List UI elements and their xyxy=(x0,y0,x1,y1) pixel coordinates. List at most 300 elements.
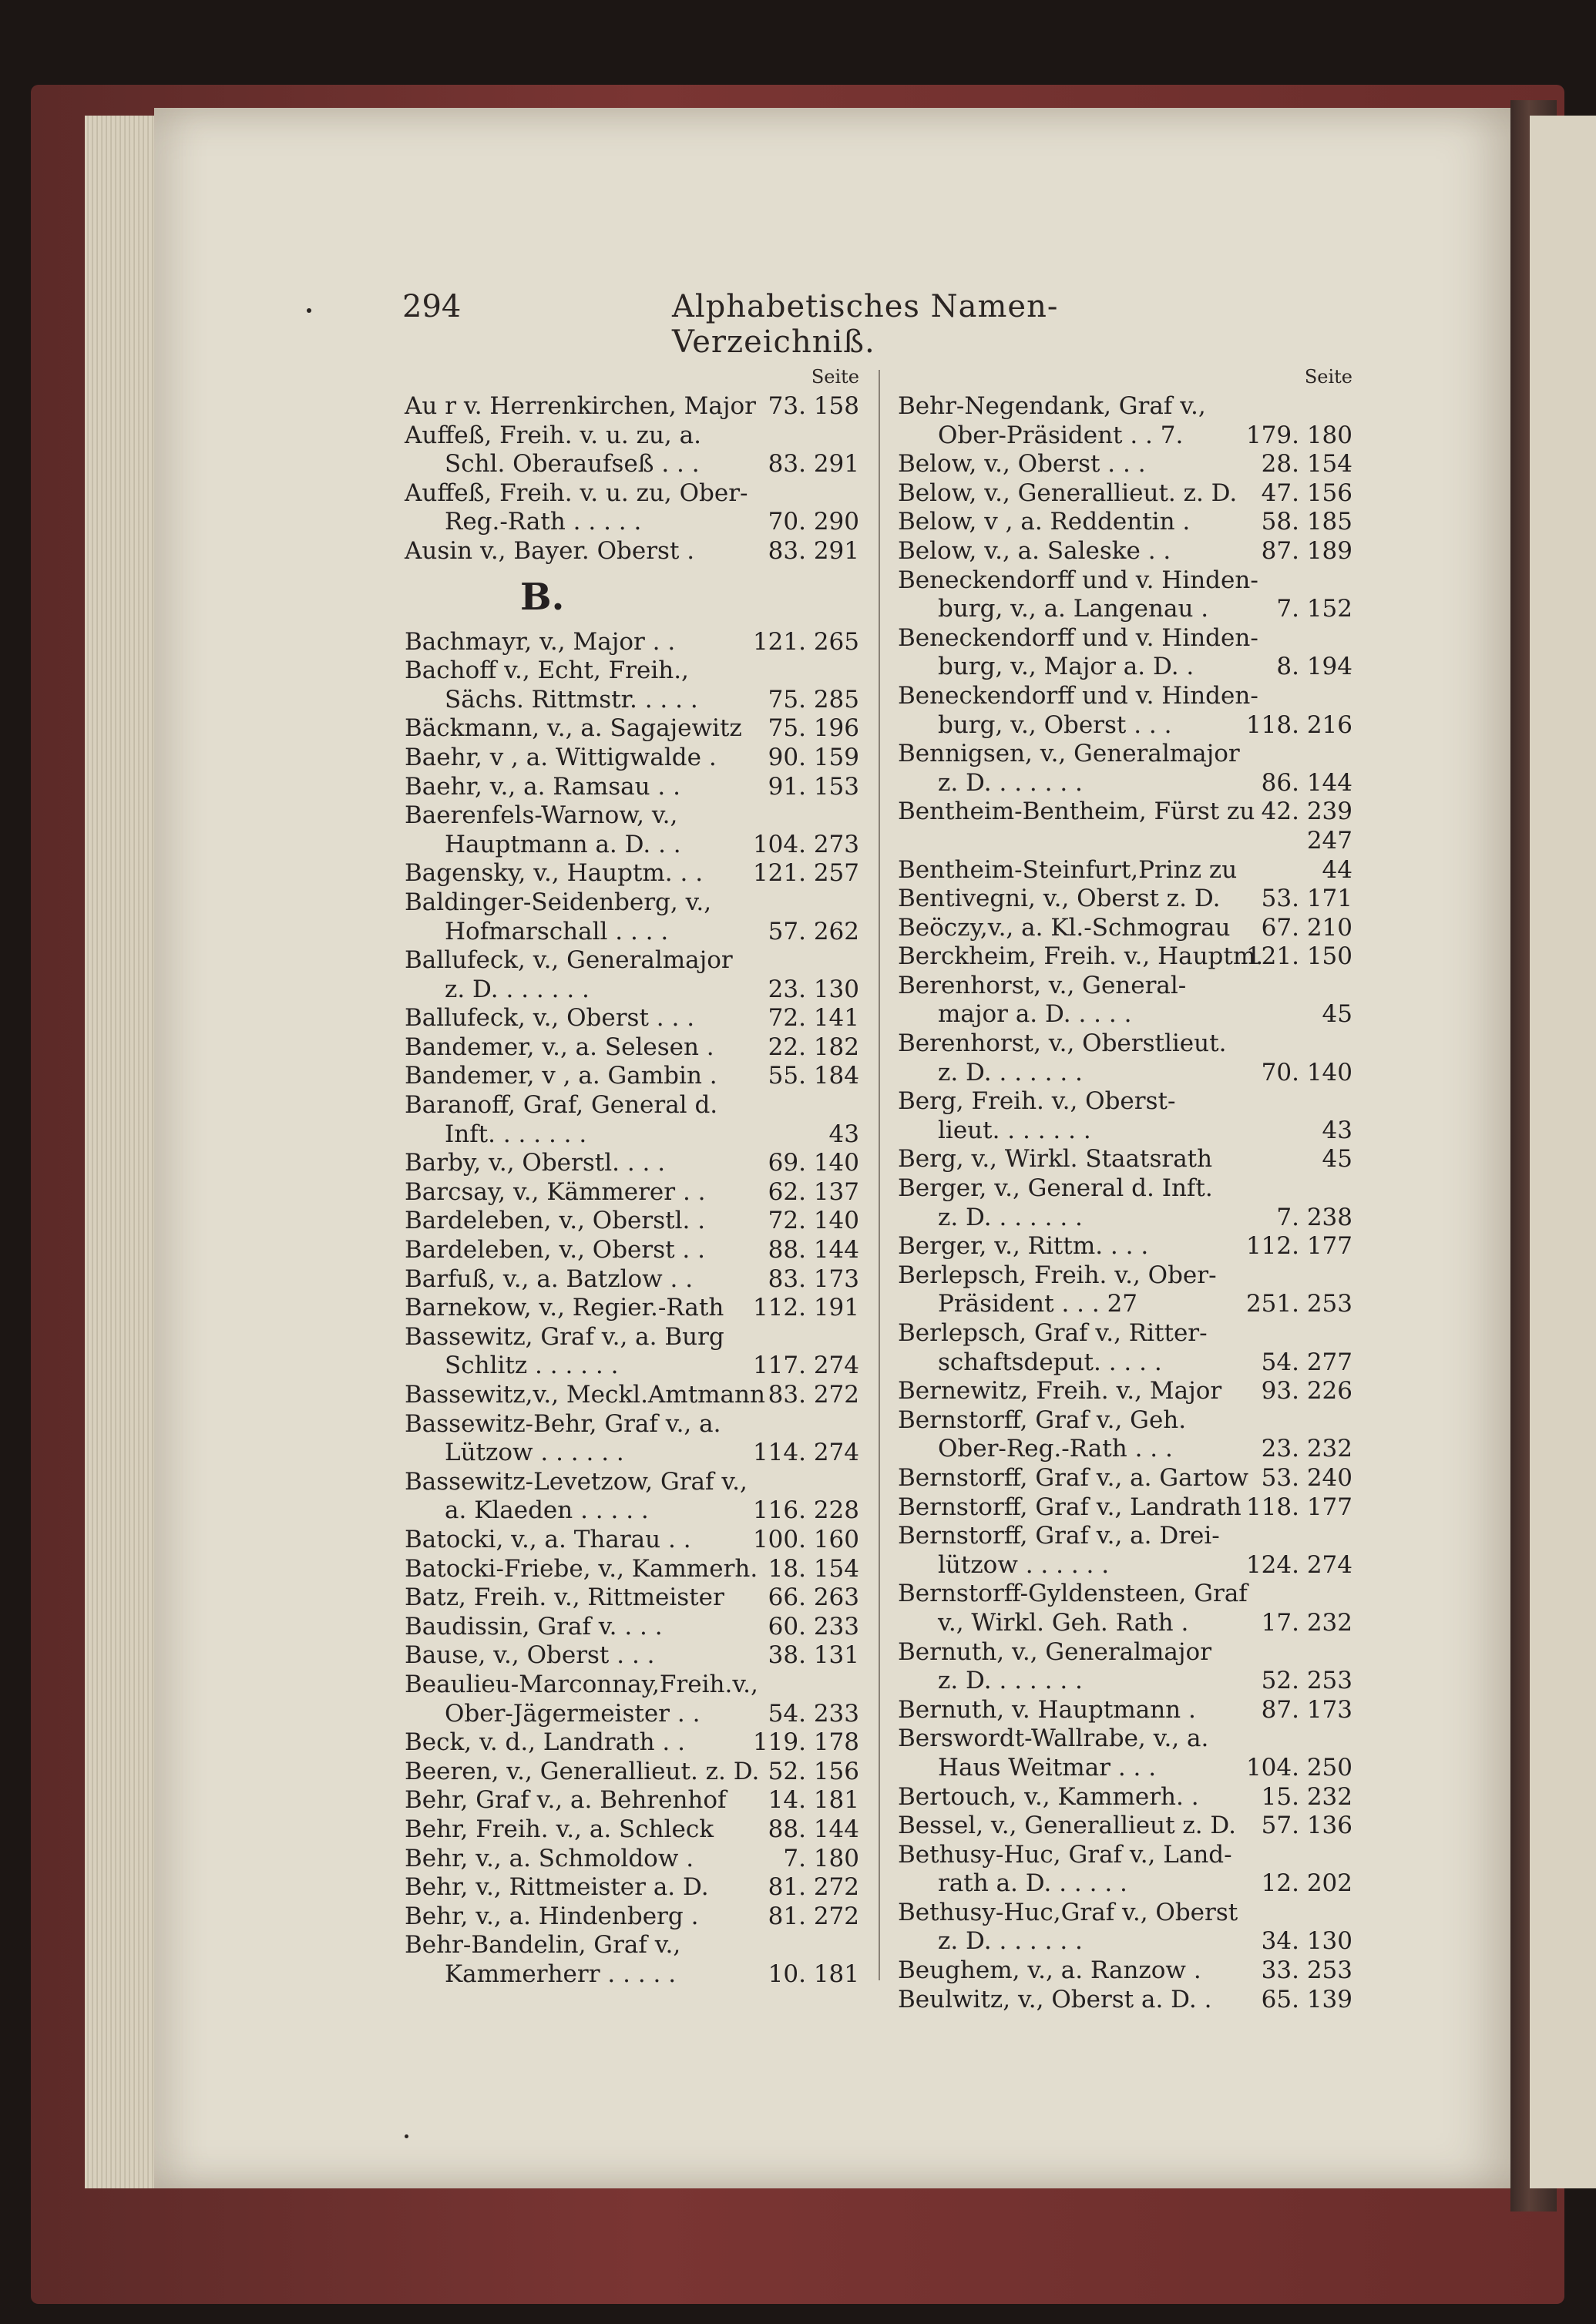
index-entry-line xyxy=(405,479,859,509)
entry-name: Beöczy,v., a. Kl.-Schmograu xyxy=(898,913,1231,942)
entry-page-refs: 93. 226 xyxy=(1261,1377,1352,1405)
entry-name: Behr-Bandelin, Graf v., xyxy=(405,1931,681,1960)
entry-name: Below, v., a. Saleske . . xyxy=(898,536,1171,565)
index-entry-line xyxy=(405,773,859,802)
entry-name: z. D. . . . . . . xyxy=(938,768,1083,797)
index-entry-line xyxy=(898,798,1352,827)
index-entry-line xyxy=(405,1671,859,1700)
index-entry-line xyxy=(405,450,859,479)
index-entry-line xyxy=(898,1145,1352,1174)
entry-name: Bardeleben, v., Oberstl. . xyxy=(405,1207,706,1235)
entry-name: Bentivegni, v., Oberst z. D. xyxy=(898,885,1221,913)
index-entry-line xyxy=(898,450,1352,479)
index-entry-line xyxy=(898,1812,1352,1841)
entry-page-refs: 75. 285 xyxy=(768,685,859,714)
entry-name: lieut. . . . . . . xyxy=(938,1116,1091,1144)
entry-name: Beaulieu-Marconnay,Freih.v., xyxy=(405,1670,758,1698)
index-entry-line xyxy=(898,1000,1352,1029)
entry-page-refs: 114. 274 xyxy=(752,1439,859,1467)
entry-page-refs: 112. 191 xyxy=(752,1294,859,1322)
entry-name: Bäckmann, v., a. Sagajewitz xyxy=(405,714,742,743)
entry-page-refs: 69. 140 xyxy=(768,1149,859,1177)
index-column-left xyxy=(405,366,859,1989)
entry-name: Inft. . . . . . . xyxy=(445,1120,587,1148)
entry-page-refs: 88. 144 xyxy=(768,1236,859,1264)
entry-name: Bandemer, v , a. Gambin . xyxy=(405,1062,717,1090)
index-entry-line xyxy=(898,1406,1352,1436)
entry-page-refs: 38. 131 xyxy=(768,1641,859,1670)
index-entry-line xyxy=(898,1927,1352,1956)
entry-name: Bachmayr, v., Major . . xyxy=(405,627,676,656)
entry-name: Bentheim-Steinfurt,Prinz zu xyxy=(898,855,1238,884)
entry-name: Bethusy-Huc, Graf v., Land- xyxy=(898,1840,1232,1869)
entry-name: z. D. . . . . . . xyxy=(938,1667,1083,1695)
index-entry-line xyxy=(898,421,1352,451)
entry-page-refs: 100. 160 xyxy=(752,1525,859,1553)
index-entry-line xyxy=(898,1551,1352,1580)
index-entry-line xyxy=(405,1207,859,1236)
entry-name: Bernstorff, Graf v., Geh. xyxy=(898,1405,1187,1434)
index-entry-line xyxy=(405,1352,859,1381)
entry-name: Below, v., Oberst . . . xyxy=(898,450,1146,479)
entry-page-refs: 83. 173 xyxy=(768,1264,859,1293)
entry-name: Bachoff v., Echt, Freih., xyxy=(405,657,689,685)
entry-name: Bethusy-Huc,Graf v., Oberst xyxy=(898,1898,1238,1926)
entry-name: Berger, v., Rittm. . . . xyxy=(898,1232,1149,1261)
entry-name: Below, v , a. Reddentin . xyxy=(898,508,1191,536)
entry-page-refs: 8. 194 xyxy=(1276,653,1352,681)
entry-name: Berswordt-Wallrabe, v., a. xyxy=(898,1725,1209,1753)
index-entry-line xyxy=(405,1613,859,1642)
index-entry-line xyxy=(405,1149,859,1178)
index-entry-line xyxy=(898,942,1352,972)
index-entry-line xyxy=(898,914,1352,943)
entry-name: Barnekow, v., Regier.-Rath xyxy=(405,1294,724,1322)
entry-name: Auffeß, Freih. v. u. zu, a. xyxy=(405,421,701,449)
entry-name: Behr, v., Rittmeister a. D. xyxy=(405,1873,709,1902)
entry-name: Auffeß, Freih. v. u. zu, Ober- xyxy=(405,479,748,507)
entry-page-refs: 121. 265 xyxy=(752,627,859,656)
entry-name: Bause, v., Oberst . . . xyxy=(405,1641,655,1670)
index-entry-line xyxy=(405,1641,859,1671)
index-entry-line xyxy=(405,1931,859,1960)
entry-page-refs: 90. 159 xyxy=(768,743,859,771)
index-entry-line xyxy=(898,508,1352,537)
entry-name: v., Wirkl. Geh. Rath . xyxy=(938,1608,1189,1637)
index-entry-line xyxy=(898,1580,1352,1609)
entry-page-refs: 55. 184 xyxy=(768,1062,859,1090)
entry-name: Bernstorff, Graf v., a. Drei- xyxy=(898,1522,1220,1550)
index-entry-line xyxy=(898,1348,1352,1378)
entry-name: Schlitz . . . . . . xyxy=(445,1352,619,1380)
index-entry-line xyxy=(405,1265,859,1295)
index-entry-line xyxy=(405,918,859,947)
index-entry-line xyxy=(898,1493,1352,1523)
entry-name: Baehr, v., a. Ramsau . . xyxy=(405,772,680,801)
index-entry-line xyxy=(405,657,859,686)
index-entry-line xyxy=(405,1468,859,1497)
entry-name: Beneckendorff und v. Hinden- xyxy=(898,566,1258,594)
entry-page-refs: 54. 233 xyxy=(768,1699,859,1728)
index-entry-line xyxy=(405,1873,859,1903)
entry-name: Behr, v., a. Hindenberg . xyxy=(405,1902,699,1930)
entry-page-refs: 118. 216 xyxy=(1245,710,1352,739)
entry-name: Bernstorff, Graf v., a. Gartow xyxy=(898,1463,1249,1492)
index-entry-line xyxy=(405,1845,859,1874)
entry-page-refs: 22. 182 xyxy=(768,1033,859,1061)
entry-name: Behr, Freih. v., a. Schleck xyxy=(405,1815,714,1843)
seite-label: Seite xyxy=(1304,366,1352,388)
entry-name: Beneckendorff und v. Hinden- xyxy=(898,623,1258,652)
speck-mark xyxy=(307,308,311,313)
entry-page-refs: 72. 140 xyxy=(768,1207,859,1235)
entry-name: Au r v. Herrenkirchen, Major xyxy=(405,392,756,420)
index-entry-line xyxy=(898,1204,1352,1233)
index-entry-line xyxy=(405,1410,859,1439)
entry-page-refs: 52. 253 xyxy=(1261,1667,1352,1695)
entry-page-refs: 23. 232 xyxy=(1261,1435,1352,1463)
index-entry-line xyxy=(898,392,1352,421)
entry-name: lützow . . . . . . xyxy=(938,1550,1110,1579)
entry-page-refs: 66. 263 xyxy=(768,1583,859,1612)
index-entry-line xyxy=(898,537,1352,566)
index-entry-line xyxy=(405,1323,859,1352)
entry-name: Behr, v., a. Schmoldow . xyxy=(405,1844,694,1872)
entry-page-refs: 86. 144 xyxy=(1261,768,1352,797)
index-entry-line xyxy=(898,1377,1352,1406)
index-entry-line xyxy=(405,1583,859,1613)
entry-name: burg, v., Major a. D. . xyxy=(938,653,1194,681)
index-entry-line xyxy=(405,1526,859,1555)
index-entry-line xyxy=(405,628,859,657)
entry-page-refs: 10. 181 xyxy=(768,1960,859,1988)
index-entry-line xyxy=(405,946,859,976)
entry-page-refs: 124. 274 xyxy=(1245,1550,1352,1579)
index-entry-line xyxy=(898,595,1352,624)
entry-name: Bessel, v., Generallieut z. D. xyxy=(898,1812,1237,1840)
index-entry-line xyxy=(898,1696,1352,1725)
entry-page-refs: 91. 153 xyxy=(768,772,859,801)
index-entry-line xyxy=(898,653,1352,682)
entry-name: rath a. D. . . . . . xyxy=(938,1869,1127,1898)
index-entry-line xyxy=(898,1059,1352,1088)
index-entry-line xyxy=(405,1496,859,1526)
entry-page-refs: 104. 250 xyxy=(1245,1753,1352,1782)
entry-name: Beulwitz, v., Oberst a. D. . xyxy=(898,1985,1212,2013)
index-entry-line xyxy=(405,421,859,451)
entry-name: z. D. . . . . . . xyxy=(938,1203,1083,1231)
entry-page-refs: 47. 156 xyxy=(1261,479,1352,507)
index-entry-line xyxy=(405,1960,859,1990)
index-entry-line xyxy=(898,769,1352,798)
entry-name: Below, v., Generallieut. z. D. xyxy=(898,479,1238,507)
entry-page-refs: 7. 152 xyxy=(1276,595,1352,623)
entry-name: z. D. . . . . . . xyxy=(938,1058,1083,1086)
entry-page-refs: 73. 158 xyxy=(768,392,859,420)
entry-name: Bertouch, v., Kammerh. . xyxy=(898,1782,1199,1811)
entry-name: Bassewitz-Behr, Graf v., a. xyxy=(405,1409,721,1438)
index-entry-line xyxy=(405,801,859,831)
entry-name: Baranoff, Graf, General d. xyxy=(405,1091,718,1120)
entry-page-refs: 57. 262 xyxy=(768,917,859,945)
entry-name: Bernstorff, Graf v., Landrath xyxy=(898,1493,1242,1521)
index-entry-line xyxy=(898,711,1352,741)
entry-name: Berger, v., General d. Inft. xyxy=(898,1174,1213,1203)
index-entry-line xyxy=(405,1439,859,1468)
entry-page-refs: 60. 233 xyxy=(768,1612,859,1641)
entry-name: Bernuth, v., Generalmajor xyxy=(898,1637,1212,1666)
entry-name: Barby, v., Oberstl. . . . xyxy=(405,1149,666,1177)
entry-page-refs: 81. 272 xyxy=(768,1873,859,1902)
index-entry-line xyxy=(405,508,859,537)
entry-page-refs: 72. 141 xyxy=(768,1004,859,1033)
entry-page-refs: 116. 228 xyxy=(752,1496,859,1525)
index-entry-line xyxy=(405,1178,859,1207)
index-entry-line xyxy=(898,972,1352,1001)
entry-name: Bernuth, v. Hauptmann . xyxy=(898,1695,1196,1724)
entry-name: Schl. Oberaufseß . . . xyxy=(445,450,700,479)
speck-mark xyxy=(405,2134,408,2138)
entry-name: Barfuß, v., a. Batzlow . . xyxy=(405,1264,694,1293)
index-entry-line xyxy=(405,1903,859,1932)
index-entry-line xyxy=(898,1261,1352,1291)
index-entry-line xyxy=(405,1062,859,1091)
entry-name: Barcsay, v., Kämmerer . . xyxy=(405,1177,706,1206)
entry-page-refs: 7. 238 xyxy=(1276,1203,1352,1231)
entry-page-refs: 179. 180 xyxy=(1245,421,1352,449)
entry-page-refs: 87. 173 xyxy=(1261,1695,1352,1724)
entry-page-refs: 23. 130 xyxy=(768,975,859,1003)
index-entry-line xyxy=(898,827,1352,856)
entry-name: Berckheim, Freih. v., Hauptm. xyxy=(898,942,1264,971)
entry-page-refs: 251. 253 xyxy=(1245,1290,1352,1318)
entry-name: Bagensky, v., Hauptm. . . xyxy=(405,859,704,888)
entry-page-refs: 14. 181 xyxy=(768,1786,859,1815)
entry-page-refs: 88. 144 xyxy=(768,1815,859,1843)
index-entry-line xyxy=(898,1638,1352,1667)
entry-page-refs: 17. 232 xyxy=(1261,1608,1352,1637)
entry-page-refs: 119. 178 xyxy=(752,1728,859,1757)
index-entry-line xyxy=(898,1464,1352,1493)
index-entry-line xyxy=(898,1869,1352,1899)
entry-name: Bassewitz, Graf v., a. Burg xyxy=(405,1322,724,1351)
entry-page-refs: 67. 210 xyxy=(1261,913,1352,942)
entry-name: Berg, v., Wirkl. Staatsrath xyxy=(898,1145,1213,1174)
entry-name: Bentheim-Bentheim, Fürst zu xyxy=(898,798,1255,826)
entry-page-refs: 83. 291 xyxy=(768,536,859,565)
entry-name: Bennigsen, v., Generalmajor xyxy=(898,740,1240,768)
entry-page-refs: 118. 177 xyxy=(1245,1493,1352,1521)
index-entry-line xyxy=(405,859,859,888)
index-entry-line xyxy=(405,1381,859,1410)
entry-name: Ober-Präsident . . 7. xyxy=(938,421,1184,449)
entry-name: Ober-Reg.-Rath . . . xyxy=(938,1435,1173,1463)
entry-page-refs: 34. 130 xyxy=(1261,1927,1352,1956)
entry-name: Kammerherr . . . . . xyxy=(445,1960,677,1988)
index-entry-line xyxy=(898,1435,1352,1464)
index-entry-line xyxy=(898,1290,1352,1319)
entry-name: Sächs. Rittmstr. . . . . xyxy=(445,685,698,714)
index-entry-line xyxy=(898,1174,1352,1204)
entry-name: Batz, Freih. v., Rittmeister xyxy=(405,1583,724,1612)
index-entry-line xyxy=(898,566,1352,596)
index-entry-line xyxy=(898,1087,1352,1117)
entry-page-refs: 43 xyxy=(828,1120,859,1148)
index-entry-line xyxy=(898,885,1352,914)
index-entry-line xyxy=(405,1033,859,1063)
entry-name: Lützow . . . . . . xyxy=(445,1439,624,1467)
entry-page-refs: 104. 273 xyxy=(752,830,859,858)
entry-page-refs: 81. 272 xyxy=(768,1902,859,1930)
entry-name: Bernewitz, Freih. v., Major xyxy=(898,1377,1222,1405)
entry-name: Baerenfels-Warnow, v., xyxy=(405,801,678,830)
entry-page-refs: 52. 156 xyxy=(768,1757,859,1785)
index-entry-line xyxy=(405,1815,859,1845)
entry-page-refs: 18. 154 xyxy=(768,1554,859,1583)
index-entry-line xyxy=(405,537,859,566)
entry-page-refs: 121. 257 xyxy=(752,859,859,888)
entry-name: Ballufeck, v., Oberst . . . xyxy=(405,1004,695,1033)
entry-name: Haus Weitmar . . . xyxy=(938,1753,1157,1782)
seite-label: Seite xyxy=(811,366,859,388)
index-entry-line xyxy=(405,744,859,773)
entry-name: Beughem, v., a. Ranzow . xyxy=(898,1956,1201,1985)
entry-page-refs: 83. 291 xyxy=(768,450,859,479)
entry-name: major a. D. . . . . xyxy=(938,1000,1132,1029)
entry-page-refs: 54. 277 xyxy=(1261,1348,1352,1376)
page-edges xyxy=(85,116,162,2188)
entry-name: Ballufeck, v., Generalmajor xyxy=(405,946,733,975)
index-entry-line xyxy=(898,1117,1352,1146)
index-entry-line xyxy=(405,1728,859,1758)
entry-name: Baudissin, Graf v. . . . xyxy=(405,1612,663,1641)
entry-name: z. D. . . . . . . xyxy=(938,1927,1083,1956)
entry-name: Bardeleben, v., Oberst . . xyxy=(405,1236,705,1264)
index-entry-line xyxy=(405,1700,859,1729)
index-entry-line xyxy=(898,1841,1352,1870)
entry-name: Beneckendorff und v. Hinden- xyxy=(898,681,1258,710)
section-letter: B. xyxy=(520,575,565,619)
entry-page-refs: 112. 177 xyxy=(1245,1232,1352,1261)
facing-page-edge xyxy=(1530,116,1596,2188)
entry-page-refs: 7. 180 xyxy=(783,1844,859,1872)
entry-page-refs: 62. 137 xyxy=(768,1177,859,1206)
index-entry-line xyxy=(405,1091,859,1120)
entry-name: Beeren, v., Generallieut. z. D. xyxy=(405,1757,760,1785)
entry-name: Hauptmann a. D. . . xyxy=(445,830,681,858)
entry-name: a. Klaeden . . . . . xyxy=(445,1496,649,1525)
index-entry-line xyxy=(405,1555,859,1584)
entry-name: Bandemer, v., a. Selesen . xyxy=(405,1033,714,1061)
index-entry-line xyxy=(898,1725,1352,1754)
entry-page-refs: 87. 189 xyxy=(1261,536,1352,565)
entry-page-refs: 53. 240 xyxy=(1261,1463,1352,1492)
index-entry-line xyxy=(898,1754,1352,1783)
entry-name: Baldinger-Seidenberg, v., xyxy=(405,888,712,916)
page-number: 294 xyxy=(402,289,462,324)
index-entry-line xyxy=(898,1667,1352,1696)
entry-page-refs: 57. 136 xyxy=(1261,1812,1352,1840)
index-entry-line xyxy=(405,888,859,918)
entry-page-refs: 70. 290 xyxy=(768,508,859,536)
index-entry-line xyxy=(898,1986,1352,2015)
index-entry-line xyxy=(405,714,859,744)
index-entry-line xyxy=(898,1899,1352,1928)
entry-page-refs: 15. 232 xyxy=(1261,1782,1352,1811)
index-entry-line xyxy=(898,740,1352,769)
index-entry-line xyxy=(898,1783,1352,1812)
running-title: Alphabetisches Namen-Verzeichniß. xyxy=(672,289,1059,360)
entry-page-refs: 70. 140 xyxy=(1261,1058,1352,1086)
entry-name: Behr, Graf v., a. Behrenhof xyxy=(405,1786,727,1815)
index-entry-line xyxy=(405,1004,859,1033)
entry-page-refs: 75. 196 xyxy=(768,714,859,743)
entry-name: Bassewitz,v., Meckl.Amtmann xyxy=(405,1381,765,1409)
entry-name: Berenhorst, v., Oberstlieut. xyxy=(898,1029,1227,1058)
entry-name: Baehr, v , a. Wittigwalde . xyxy=(405,743,717,771)
index-entry-line xyxy=(898,682,1352,711)
index-entry-line xyxy=(405,1120,859,1150)
entry-name: Berg, Freih. v., Oberst- xyxy=(898,1087,1176,1116)
index-entries-left xyxy=(405,392,859,1989)
column-divider xyxy=(879,370,880,1980)
entry-name: Batocki-Friebe, v., Kammerh. xyxy=(405,1554,758,1583)
index-entries-right xyxy=(898,392,1352,2014)
index-entry-line xyxy=(898,1609,1352,1638)
index-entry-line xyxy=(898,1029,1352,1059)
entry-name: burg, v., a. Langenau . xyxy=(938,595,1209,623)
page-header xyxy=(402,289,1242,360)
entry-name: Ober-Jägermeister . . xyxy=(445,1699,701,1728)
entry-page-refs: 43 xyxy=(1322,1116,1352,1144)
entry-name: Hofmarschall . . . . xyxy=(445,917,669,945)
index-entry-line xyxy=(898,624,1352,653)
entry-name: Behr-Negendank, Graf v., xyxy=(898,392,1206,420)
entry-page-refs: 53. 171 xyxy=(1261,885,1352,913)
entry-page-refs: 44 xyxy=(1322,855,1352,884)
index-entry-line xyxy=(898,1232,1352,1261)
entry-page-refs: 58. 185 xyxy=(1261,508,1352,536)
index-entry-line xyxy=(898,1522,1352,1551)
index-column-right xyxy=(898,366,1352,2014)
entry-page-refs: 83. 272 xyxy=(768,1381,859,1409)
index-entry-line xyxy=(405,976,859,1005)
entry-page-refs: 117. 274 xyxy=(752,1352,859,1380)
entry-name: Ausin v., Bayer. Oberst . xyxy=(405,536,695,565)
index-entry-line xyxy=(898,1319,1352,1348)
entry-page-refs: 28. 154 xyxy=(1261,450,1352,479)
index-entry-line xyxy=(405,1236,859,1265)
entry-name: Präsident . . . 27 xyxy=(938,1290,1138,1318)
entry-page-refs: 121. 150 xyxy=(1245,942,1352,971)
entry-name: z. D. . . . . . . xyxy=(445,975,590,1003)
index-entry-line xyxy=(405,1786,859,1815)
entry-name: Beck, v. d., Landrath . . xyxy=(405,1728,685,1757)
entry-page-refs: 33. 253 xyxy=(1261,1956,1352,1985)
index-entry-line xyxy=(405,392,859,421)
entry-page-refs: 42. 239 xyxy=(1261,798,1352,826)
entry-name: Reg.-Rath . . . . . xyxy=(445,508,642,536)
index-entry-line xyxy=(405,1758,859,1787)
index-entry-line xyxy=(898,479,1352,509)
entry-name: Batocki, v., a. Tharau . . xyxy=(405,1525,691,1553)
index-entry-line xyxy=(898,856,1352,885)
entry-page-refs: 12. 202 xyxy=(1261,1869,1352,1898)
entry-name: schaftsdeput. . . . . xyxy=(938,1348,1162,1376)
entry-name: Berenhorst, v., General- xyxy=(898,971,1187,999)
entry-name: Bassewitz-Levetzow, Graf v., xyxy=(405,1467,748,1496)
entry-name: Berlepsch, Graf v., Ritter- xyxy=(898,1319,1208,1347)
